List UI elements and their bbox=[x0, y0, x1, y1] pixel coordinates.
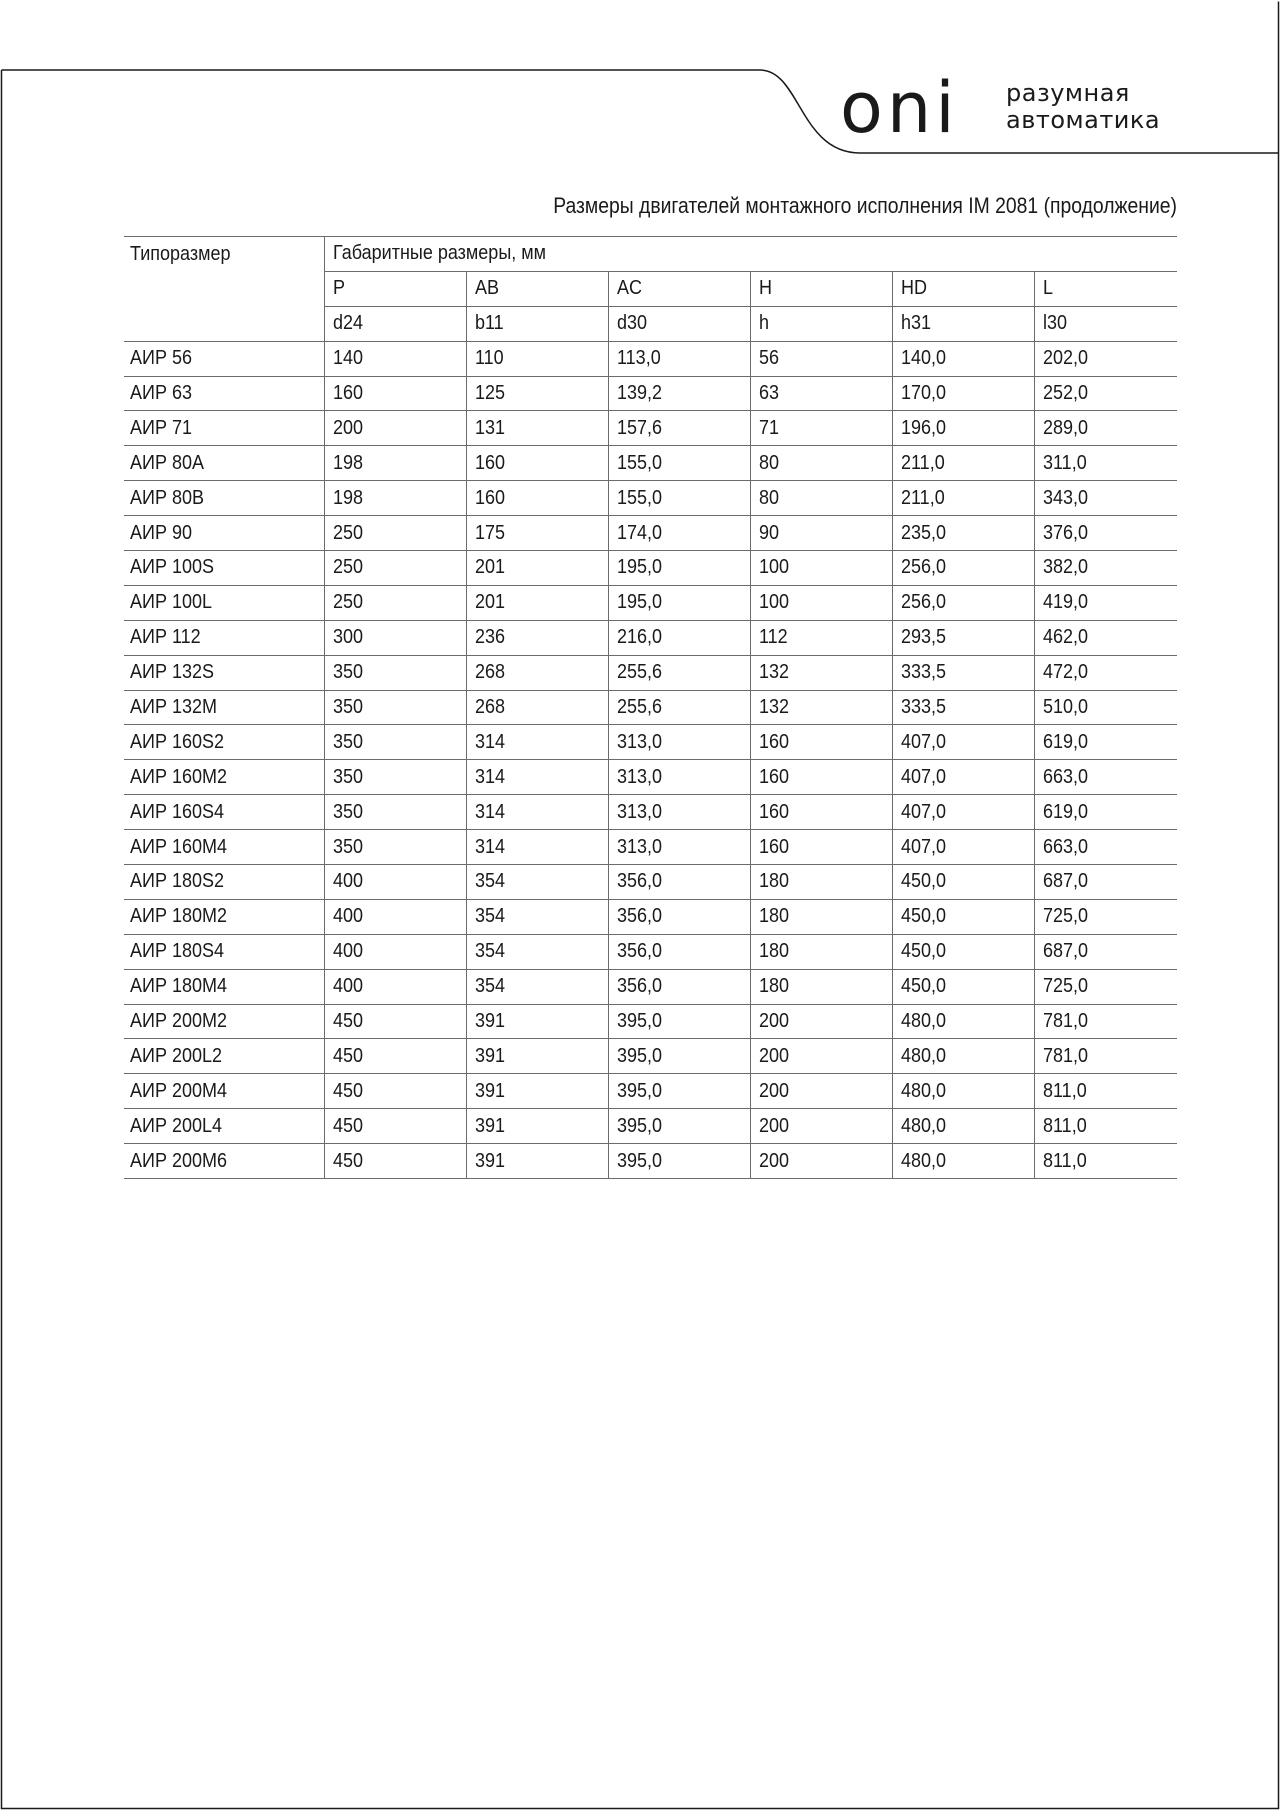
table-cell: 725,0 bbox=[1034, 899, 1177, 934]
table-cell: 395,0 bbox=[608, 1004, 750, 1039]
table-cell: 407,0 bbox=[892, 725, 1034, 760]
table-cell: 350 bbox=[324, 655, 466, 690]
table-cell-type: АИР 200М2 bbox=[124, 1004, 324, 1039]
table-row bbox=[124, 830, 1177, 865]
table-cell: 313,0 bbox=[608, 830, 750, 865]
table-cell-type: АИР 56 bbox=[124, 341, 324, 376]
table-row bbox=[124, 411, 1177, 446]
table-cell: 480,0 bbox=[892, 1074, 1034, 1109]
table-cell: 356,0 bbox=[608, 934, 750, 969]
table-cell-type: АИР 132М bbox=[124, 690, 324, 725]
table-cell: 450,0 bbox=[892, 969, 1034, 1004]
table-cell: 200 bbox=[750, 1144, 892, 1179]
table-cell: 132 bbox=[750, 690, 892, 725]
table-row bbox=[124, 690, 1177, 725]
table-cell: 450,0 bbox=[892, 934, 1034, 969]
table-cell: 160 bbox=[324, 376, 466, 411]
table-cell: 663,0 bbox=[1034, 830, 1177, 865]
table-cell: 198 bbox=[324, 446, 466, 481]
table-row bbox=[124, 585, 1177, 620]
table-cell: 198 bbox=[324, 481, 466, 516]
subcol-header: h bbox=[750, 306, 892, 341]
table-cell: 180 bbox=[750, 969, 892, 1004]
table-cell-type: АИР 160М2 bbox=[124, 760, 324, 795]
table-cell: 175 bbox=[466, 516, 608, 551]
table-cell: 160 bbox=[466, 481, 608, 516]
table-cell: 201 bbox=[466, 551, 608, 586]
table-cell: 450 bbox=[324, 1144, 466, 1179]
table-cell: 619,0 bbox=[1034, 795, 1177, 830]
table-cell: 170,0 bbox=[892, 376, 1034, 411]
table-cell-type: АИР 200М6 bbox=[124, 1144, 324, 1179]
table-cell: 63 bbox=[750, 376, 892, 411]
table-cell: 293,5 bbox=[892, 620, 1034, 655]
table-cell: 400 bbox=[324, 865, 466, 900]
table-cell-type: АИР 180S2 bbox=[124, 865, 324, 900]
table-cell: 200 bbox=[324, 411, 466, 446]
table-cell: 300 bbox=[324, 620, 466, 655]
table-cell: 314 bbox=[466, 830, 608, 865]
table-row bbox=[124, 516, 1177, 551]
table-cell-type: АИР 132S bbox=[124, 655, 324, 690]
table-cell: 313,0 bbox=[608, 725, 750, 760]
table-cell: 407,0 bbox=[892, 760, 1034, 795]
table-cell: 450 bbox=[324, 1004, 466, 1039]
table-cell-type: АИР 160М4 bbox=[124, 830, 324, 865]
table-cell: 313,0 bbox=[608, 760, 750, 795]
table-row bbox=[124, 551, 1177, 586]
table-cell: 314 bbox=[466, 795, 608, 830]
table-row bbox=[124, 760, 1177, 795]
tagline-line-2: автоматика bbox=[1006, 106, 1161, 134]
table-cell: 200 bbox=[750, 1109, 892, 1144]
col-header: HD bbox=[892, 271, 1034, 306]
table-cell: 450 bbox=[324, 1109, 466, 1144]
table-cell: 180 bbox=[750, 934, 892, 969]
table-cell: 450,0 bbox=[892, 899, 1034, 934]
table-cell: 450 bbox=[324, 1039, 466, 1074]
table-row bbox=[124, 620, 1177, 655]
table-cell: 395,0 bbox=[608, 1074, 750, 1109]
table-cell-type: АИР 100S bbox=[124, 551, 324, 586]
table-cell: 200 bbox=[750, 1004, 892, 1039]
table-row bbox=[124, 725, 1177, 760]
table-cell-type: АИР 180S4 bbox=[124, 934, 324, 969]
table-cell: 180 bbox=[750, 899, 892, 934]
table-cell: 391 bbox=[466, 1109, 608, 1144]
table-cell: 289,0 bbox=[1034, 411, 1177, 446]
table-cell: 196,0 bbox=[892, 411, 1034, 446]
col-header: AC bbox=[608, 271, 750, 306]
col-header: P bbox=[324, 271, 466, 306]
table-cell: 112 bbox=[750, 620, 892, 655]
table-row bbox=[124, 446, 1177, 481]
table-cell: 211,0 bbox=[892, 481, 1034, 516]
table-row bbox=[124, 1074, 1177, 1109]
table-cell: 140,0 bbox=[892, 341, 1034, 376]
table-row bbox=[124, 1144, 1177, 1179]
table-cell: 354 bbox=[466, 969, 608, 1004]
table-cell-type: АИР 112 bbox=[124, 620, 324, 655]
table-cell: 255,6 bbox=[608, 655, 750, 690]
table-cell: 139,2 bbox=[608, 376, 750, 411]
table-cell: 450 bbox=[324, 1074, 466, 1109]
table-cell: 211,0 bbox=[892, 446, 1034, 481]
table-cell: 314 bbox=[466, 725, 608, 760]
table-cell-type: АИР 160S4 bbox=[124, 795, 324, 830]
logo-wordmark: oni bbox=[840, 72, 959, 149]
table-cell-type: АИР 80А bbox=[124, 446, 324, 481]
table-cell: 354 bbox=[466, 899, 608, 934]
table-cell: 314 bbox=[466, 760, 608, 795]
table-cell: 400 bbox=[324, 969, 466, 1004]
table-cell: 311,0 bbox=[1034, 446, 1177, 481]
table-cell: 480,0 bbox=[892, 1109, 1034, 1144]
table-cell: 56 bbox=[750, 341, 892, 376]
table-cell-type: АИР 80В bbox=[124, 481, 324, 516]
table-cell: 255,6 bbox=[608, 690, 750, 725]
table-cell: 200 bbox=[750, 1074, 892, 1109]
table-cell: 160 bbox=[466, 446, 608, 481]
table-cell: 811,0 bbox=[1034, 1144, 1177, 1179]
logo-tagline bbox=[1006, 80, 1160, 134]
col-header: H bbox=[750, 271, 892, 306]
table-cell: 250 bbox=[324, 585, 466, 620]
table-cell: 356,0 bbox=[608, 865, 750, 900]
table-cell: 472,0 bbox=[1034, 655, 1177, 690]
page-title: Размеры двигателей монтажного исполнения IM 2081 (продолжение) bbox=[553, 193, 1177, 218]
table-cell: 195,0 bbox=[608, 585, 750, 620]
table-cell: 131 bbox=[466, 411, 608, 446]
table-cell: 113,0 bbox=[608, 341, 750, 376]
table-row bbox=[124, 1004, 1177, 1039]
table-cell: 391 bbox=[466, 1004, 608, 1039]
table-cell: 71 bbox=[750, 411, 892, 446]
table-cell: 160 bbox=[750, 725, 892, 760]
table-cell: 160 bbox=[750, 795, 892, 830]
table-cell: 407,0 bbox=[892, 795, 1034, 830]
table-cell-type: АИР 160S2 bbox=[124, 725, 324, 760]
table-cell: 160 bbox=[750, 830, 892, 865]
table-cell-type: АИР 90 bbox=[124, 516, 324, 551]
table-cell: 725,0 bbox=[1034, 969, 1177, 1004]
col-header: L bbox=[1034, 271, 1177, 306]
table-cell: 201 bbox=[466, 585, 608, 620]
subcol-header: l30 bbox=[1034, 306, 1177, 341]
table-cell: 313,0 bbox=[608, 795, 750, 830]
table-cell: 781,0 bbox=[1034, 1004, 1177, 1039]
table-cell: 252,0 bbox=[1034, 376, 1177, 411]
table-cell: 268 bbox=[466, 655, 608, 690]
table-cell: 195,0 bbox=[608, 551, 750, 586]
table-cell: 480,0 bbox=[892, 1039, 1034, 1074]
table-cell-type: АИР 180М2 bbox=[124, 899, 324, 934]
table-cell: 811,0 bbox=[1034, 1109, 1177, 1144]
table-cell: 132 bbox=[750, 655, 892, 690]
table-cell: 333,5 bbox=[892, 655, 1034, 690]
table-cell: 619,0 bbox=[1034, 725, 1177, 760]
table-cell: 400 bbox=[324, 934, 466, 969]
table-cell: 376,0 bbox=[1034, 516, 1177, 551]
header-row-1 bbox=[124, 237, 1177, 272]
table-cell: 100 bbox=[750, 551, 892, 586]
table-cell: 110 bbox=[466, 341, 608, 376]
table-cell: 140 bbox=[324, 341, 466, 376]
subcol-header: h31 bbox=[892, 306, 1034, 341]
table-row bbox=[124, 341, 1177, 376]
table-cell: 407,0 bbox=[892, 830, 1034, 865]
col-header-type: Типоразмер bbox=[124, 237, 324, 342]
table-cell: 480,0 bbox=[892, 1144, 1034, 1179]
table-cell-type: АИР 71 bbox=[124, 411, 324, 446]
table-cell: 80 bbox=[750, 446, 892, 481]
table-cell: 510,0 bbox=[1034, 690, 1177, 725]
table-cell: 202,0 bbox=[1034, 341, 1177, 376]
table-row bbox=[124, 481, 1177, 516]
table-row bbox=[124, 865, 1177, 900]
table-cell: 391 bbox=[466, 1144, 608, 1179]
table-cell: 350 bbox=[324, 690, 466, 725]
table-cell: 462,0 bbox=[1034, 620, 1177, 655]
table-row bbox=[124, 795, 1177, 830]
table-cell: 90 bbox=[750, 516, 892, 551]
table-cell: 350 bbox=[324, 830, 466, 865]
table-cell-type: АИР 180М4 bbox=[124, 969, 324, 1004]
tagline-line-1: разумная bbox=[1006, 79, 1130, 107]
table-cell: 155,0 bbox=[608, 446, 750, 481]
table-cell: 356,0 bbox=[608, 969, 750, 1004]
table-cell: 354 bbox=[466, 865, 608, 900]
table-row bbox=[124, 899, 1177, 934]
table-cell: 256,0 bbox=[892, 551, 1034, 586]
table-row bbox=[124, 1039, 1177, 1074]
table-cell: 811,0 bbox=[1034, 1074, 1177, 1109]
table-cell: 160 bbox=[750, 760, 892, 795]
table-cell: 80 bbox=[750, 481, 892, 516]
table-cell: 180 bbox=[750, 865, 892, 900]
table-cell: 480,0 bbox=[892, 1004, 1034, 1039]
table-cell: 268 bbox=[466, 690, 608, 725]
table-cell-type: АИР 63 bbox=[124, 376, 324, 411]
table-cell: 174,0 bbox=[608, 516, 750, 551]
table-cell: 382,0 bbox=[1034, 551, 1177, 586]
table-cell: 419,0 bbox=[1034, 585, 1177, 620]
table-row bbox=[124, 969, 1177, 1004]
table-cell: 687,0 bbox=[1034, 865, 1177, 900]
table-row bbox=[124, 934, 1177, 969]
table-cell: 391 bbox=[466, 1074, 608, 1109]
table-cell: 235,0 bbox=[892, 516, 1034, 551]
table-cell: 395,0 bbox=[608, 1144, 750, 1179]
table-cell-type: АИР 200L2 bbox=[124, 1039, 324, 1074]
table-cell: 395,0 bbox=[608, 1109, 750, 1144]
table-cell: 450,0 bbox=[892, 865, 1034, 900]
table-cell: 250 bbox=[324, 551, 466, 586]
subcol-header: b11 bbox=[466, 306, 608, 341]
table-cell: 100 bbox=[750, 585, 892, 620]
table-cell-type: АИР 200L4 bbox=[124, 1109, 324, 1144]
table-cell: 350 bbox=[324, 725, 466, 760]
table-cell: 155,0 bbox=[608, 481, 750, 516]
table-cell: 157,6 bbox=[608, 411, 750, 446]
table-cell: 125 bbox=[466, 376, 608, 411]
subcol-header: d30 bbox=[608, 306, 750, 341]
table-row bbox=[124, 655, 1177, 690]
table-cell: 350 bbox=[324, 760, 466, 795]
table-cell: 354 bbox=[466, 934, 608, 969]
table-cell: 256,0 bbox=[892, 585, 1034, 620]
table-cell: 687,0 bbox=[1034, 934, 1177, 969]
table-cell: 400 bbox=[324, 899, 466, 934]
table-cell: 391 bbox=[466, 1039, 608, 1074]
subcol-header: d24 bbox=[324, 306, 466, 341]
table-cell: 216,0 bbox=[608, 620, 750, 655]
table-cell: 663,0 bbox=[1034, 760, 1177, 795]
dimensions-table bbox=[124, 236, 1177, 1179]
table-cell: 781,0 bbox=[1034, 1039, 1177, 1074]
table-cell: 356,0 bbox=[608, 899, 750, 934]
group-header: Габаритные размеры, мм bbox=[324, 237, 1177, 272]
table-cell: 350 bbox=[324, 795, 466, 830]
table-cell: 236 bbox=[466, 620, 608, 655]
table-row bbox=[124, 376, 1177, 411]
col-header: AB bbox=[466, 271, 608, 306]
table-cell-type: АИР 200М4 bbox=[124, 1074, 324, 1109]
table-cell: 200 bbox=[750, 1039, 892, 1074]
table-row bbox=[124, 1109, 1177, 1144]
table-cell: 250 bbox=[324, 516, 466, 551]
table-cell: 333,5 bbox=[892, 690, 1034, 725]
table-cell: 395,0 bbox=[608, 1039, 750, 1074]
table-cell-type: АИР 100L bbox=[124, 585, 324, 620]
table-cell: 343,0 bbox=[1034, 481, 1177, 516]
